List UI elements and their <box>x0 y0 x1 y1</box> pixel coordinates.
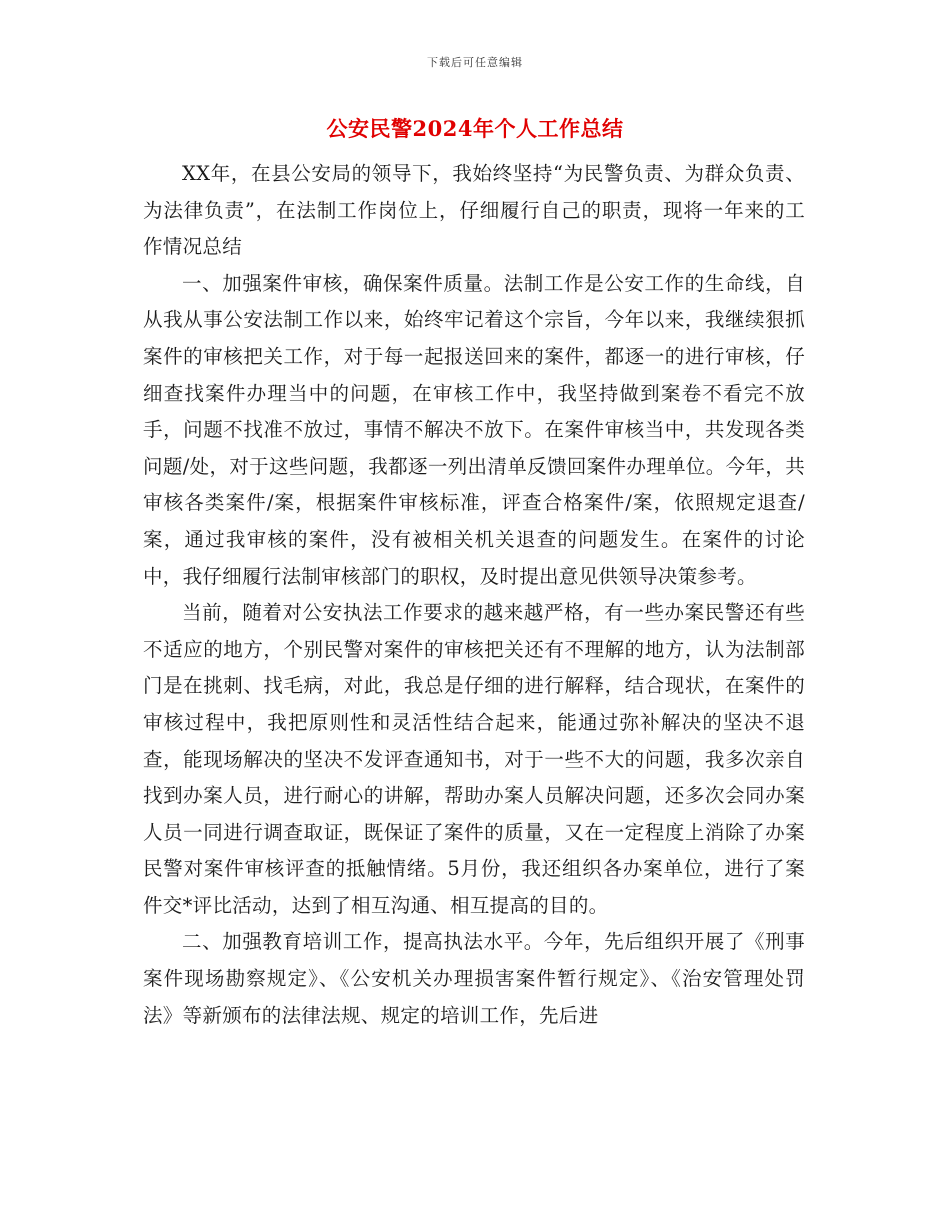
paragraph-intro: XX年，在县公安局的领导下，我始终坚持“为民警负责、为群众负责、为法律负责”，在法制工作岗位上，仔细履行自己的职责，现将一年来的工作情况总结 <box>143 162 805 259</box>
document-title: 公安民警2024年个人工作总结 <box>326 116 624 141</box>
header-note: 下载后可任意编辑 <box>427 56 523 69</box>
document-body <box>143 156 805 1034</box>
paragraph-current-situation: 当前，随着对公安执法工作要求的越来越严格，有一些办案民警还有些不适应的地方，个别民警对案件的审核把关还有不理解的地方，认为法制部门是在挑刺、找毛病，对此，我总是仔细的进行解释，结合现状，在案件的审核过程中，我把原则性和灵活性结合起来，能通过弥补解决的坚决不退查，能现场解决的坚决不发评查通知书，对于一些不大的问题，我多次亲自找到办案人员，进行耐心的讲解，帮助办案人员解决问题，还多次会同办案人员一同进行调查取证，既保证了案件的质量，又在一定程度上消除了办案民警对案件审核评查的抵触情绪。5月份，我还组织各办案单位，进行了案件交*评比活动，达到了相互沟通、相互提高的目的。 <box>143 601 805 917</box>
paragraph-case-review: 一、加强案件审核，确保案件质量。法制工作是公安工作的生命线，自从我从事公安法制工作以来，始终牢记着这个宗旨，今年以来，我继续狠抓案件的审核把关工作，对于每一起报送回来的案件，都逐一的进行审核，仔细查找案件办理当中的问题，在审核工作中，我坚持做到案卷不看完不放手，问题不找准不放过，事情不解决不放下。在案件审核当中，共发现各类问题/处，对于这些问题，我都逐一列出清单反馈回案件办理单位。今年，共审核各类案件/案，根据案件审核标准，评查合格案件/案，依照规定退查/案，通过我审核的案件，没有被相关机关退查的问题发生。在案件的讨论中，我仔细履行法制审核部门的职权，及时提出意见供领导决策参考。 <box>143 271 805 588</box>
paragraph-training: 二、加强教育培训工作，提高执法水平。今年，先后组织开展了《刑事案件现场勘察规定》、《公安机关办理损害案件暂行规定》、《治安管理处罚法》等新颁布的法律法规、规定的培训工作，先后进 <box>143 930 805 1027</box>
